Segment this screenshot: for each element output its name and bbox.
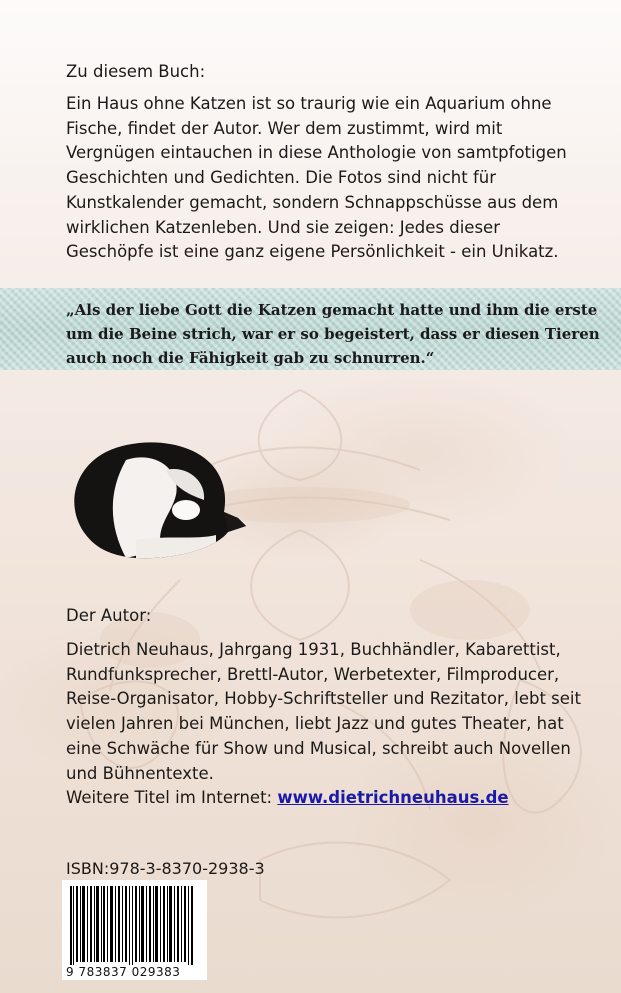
isbn-label: ISBN:978-3-8370-2938-3 xyxy=(66,859,265,878)
book-section-heading: Zu diesem Buch: xyxy=(66,62,206,81)
quote-text: „Als der liebe Gott die Katzen gemacht hatte und ihm die erste um die Beine strich, war er so begeistert, dass er diesen Tieren auch noch die Fähigkeit gab zu schnurren.“ xyxy=(66,301,600,367)
author-website-link[interactable]: www.dietrichneuhaus.de xyxy=(277,788,509,807)
more-titles-label: Weitere Titel im Internet: xyxy=(66,788,273,807)
author-section-heading: Der Autor: xyxy=(66,606,152,625)
book-description: Ein Haus ohne Katzen ist so traurig wie ein Aquarium ohne Fische, findet der Autor. Wer dem zustimmt, wird mit Vergnügen eintauchen in diese Anthologie von samtpfotigen Geschichten und Gedichten. Die Fotos sind nicht für Kunstkalender gemacht, sondern Schnappschüsse aus dem wirklichen Katzenleben. Und sie zeigen: Jedes dieser Geschöpfe ist eine ganz eigene Persönlichkeit - ein Unikatz. xyxy=(66,94,567,262)
author-bio: Dietrich Neuhaus, Jahrgang 1931, Buchhändler, Kabarettist, Rundfunksprecher, Brettl-Autor, Werbetexter, Filmproducer, Reise-Organisator, Hobby-Schriftsteller und Rezitator, lebt seit vielen Jahren bei München, liebt Jazz und gutes Theater, hat eine Schwäche für Show und Musical, schreibt auch Novellen und Bühnentexte. xyxy=(66,640,581,783)
more-titles-line xyxy=(66,786,586,811)
quote-band xyxy=(0,288,621,370)
barcode-digits: 9 783837 029383 xyxy=(66,965,206,979)
sleeping-cat-photo xyxy=(66,440,251,560)
